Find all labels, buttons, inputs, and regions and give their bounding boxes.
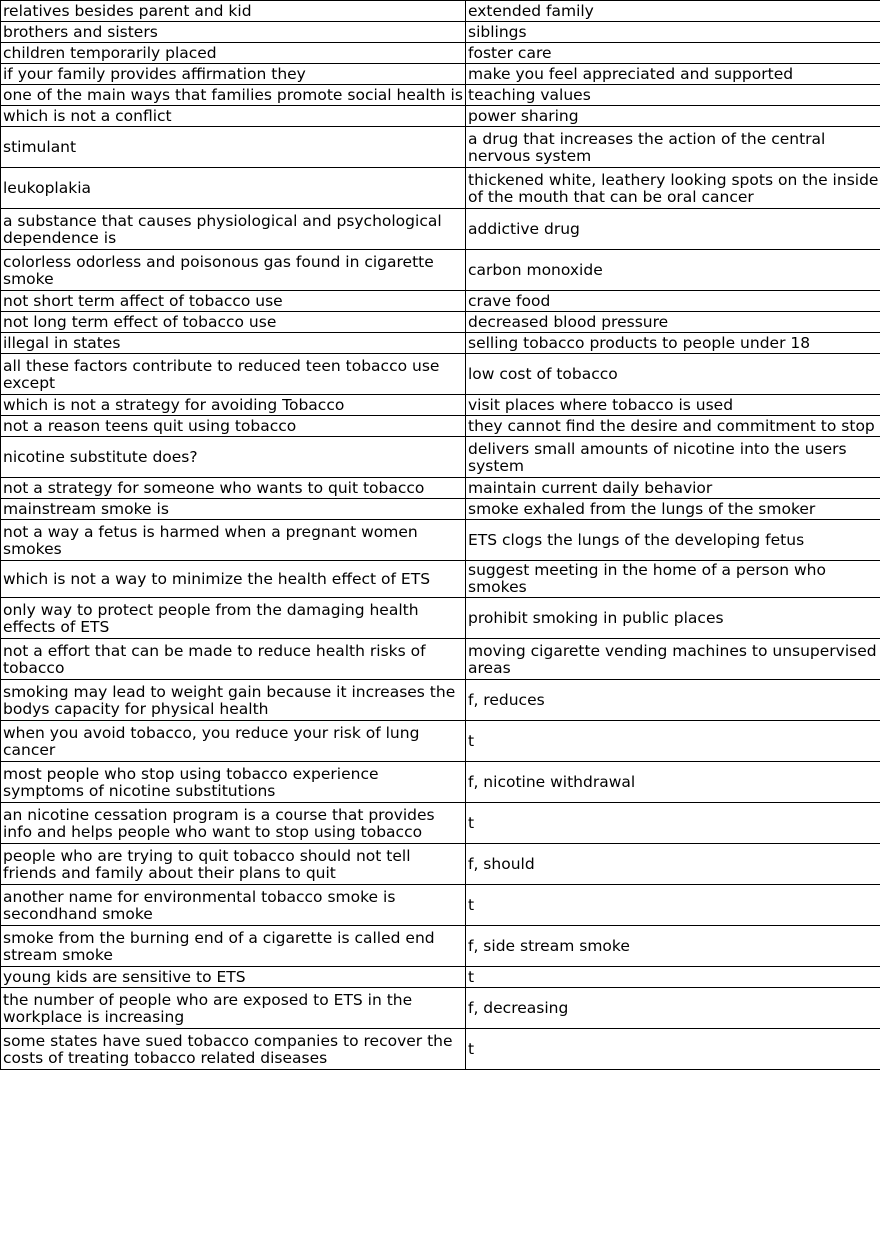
definition-cell: power sharing bbox=[466, 106, 880, 127]
table-row bbox=[1, 639, 880, 680]
table-row bbox=[1, 312, 880, 333]
table-row bbox=[1, 127, 880, 168]
term-cell: a substance that causes physiological and psychological dependence is bbox=[1, 209, 466, 250]
term-cell: leukoplakia bbox=[1, 168, 466, 209]
table-row bbox=[1, 680, 880, 721]
term-cell: not a reason teens quit using tobacco bbox=[1, 416, 466, 437]
term-cell: people who are trying to quit tobacco should not tell friends and family about their plans to quit bbox=[1, 844, 466, 885]
definition-cell: addictive drug bbox=[466, 209, 880, 250]
definition-cell: extended family bbox=[466, 1, 880, 22]
term-cell: not a way a fetus is harmed when a pregnant women smokes bbox=[1, 520, 466, 561]
flashcard-table-body bbox=[1, 1, 880, 1070]
term-cell: brothers and sisters bbox=[1, 22, 466, 43]
term-cell: relatives besides parent and kid bbox=[1, 1, 466, 22]
definition-cell: f, should bbox=[466, 844, 880, 885]
term-cell: an nicotine cessation program is a course that provides info and helps people who want to stop using tobacco bbox=[1, 803, 466, 844]
term-cell: young kids are sensitive to ETS bbox=[1, 967, 466, 988]
term-cell: most people who stop using tobacco experience symptoms of nicotine substitutions bbox=[1, 762, 466, 803]
definition-cell: teaching values bbox=[466, 85, 880, 106]
definition-cell: prohibit smoking in public places bbox=[466, 598, 880, 639]
table-row bbox=[1, 499, 880, 520]
term-cell: smoke from the burning end of a cigarette is called end stream smoke bbox=[1, 926, 466, 967]
definition-cell: f, decreasing bbox=[466, 988, 880, 1029]
term-cell: only way to protect people from the damaging health effects of ETS bbox=[1, 598, 466, 639]
table-row bbox=[1, 520, 880, 561]
term-cell: the number of people who are exposed to ETS in the workplace is increasing bbox=[1, 988, 466, 1029]
table-row bbox=[1, 988, 880, 1029]
definition-cell: low cost of tobacco bbox=[466, 354, 880, 395]
definition-cell: t bbox=[466, 885, 880, 926]
definition-cell: t bbox=[466, 1029, 880, 1070]
table-row bbox=[1, 209, 880, 250]
term-cell: not a effort that can be made to reduce health risks of tobacco bbox=[1, 639, 466, 680]
definition-cell: a drug that increases the action of the central nervous system bbox=[466, 127, 880, 168]
table-row bbox=[1, 22, 880, 43]
term-cell: smoking may lead to weight gain because it increases the bodys capacity for physical health bbox=[1, 680, 466, 721]
definition-cell: crave food bbox=[466, 291, 880, 312]
definition-cell: thickened white, leathery looking spots on the inside of the mouth that can be oral cancer bbox=[466, 168, 880, 209]
definition-cell: maintain current daily behavior bbox=[466, 478, 880, 499]
term-cell: not long term effect of tobacco use bbox=[1, 312, 466, 333]
term-cell: all these factors contribute to reduced teen tobacco use except bbox=[1, 354, 466, 395]
definition-cell: delivers small amounts of nicotine into the users system bbox=[466, 437, 880, 478]
term-cell: nicotine substitute does? bbox=[1, 437, 466, 478]
definition-cell: moving cigarette vending machines to unsupervised areas bbox=[466, 639, 880, 680]
table-row bbox=[1, 250, 880, 291]
table-row bbox=[1, 926, 880, 967]
definition-cell: f, side stream smoke bbox=[466, 926, 880, 967]
term-cell: some states have sued tobacco companies to recover the costs of treating tobacco related diseases bbox=[1, 1029, 466, 1070]
term-cell: not short term affect of tobacco use bbox=[1, 291, 466, 312]
table-row bbox=[1, 43, 880, 64]
table-row bbox=[1, 1, 880, 22]
table-row bbox=[1, 561, 880, 598]
table-row bbox=[1, 721, 880, 762]
definition-cell: visit places where tobacco is used bbox=[466, 395, 880, 416]
table-row bbox=[1, 885, 880, 926]
table-row bbox=[1, 967, 880, 988]
table-row bbox=[1, 844, 880, 885]
definition-cell: they cannot find the desire and commitment to stop bbox=[466, 416, 880, 437]
definition-cell: t bbox=[466, 967, 880, 988]
definition-cell: t bbox=[466, 803, 880, 844]
term-cell: colorless odorless and poisonous gas found in cigarette smoke bbox=[1, 250, 466, 291]
definition-cell: carbon monoxide bbox=[466, 250, 880, 291]
term-cell: not a strategy for someone who wants to quit tobacco bbox=[1, 478, 466, 499]
table-row bbox=[1, 1029, 880, 1070]
definition-cell: f, reduces bbox=[466, 680, 880, 721]
definition-cell: suggest meeting in the home of a person who smokes bbox=[466, 561, 880, 598]
table-row bbox=[1, 291, 880, 312]
table-row bbox=[1, 64, 880, 85]
definition-cell: foster care bbox=[466, 43, 880, 64]
definition-cell: f, nicotine withdrawal bbox=[466, 762, 880, 803]
table-row bbox=[1, 333, 880, 354]
definition-cell: decreased blood pressure bbox=[466, 312, 880, 333]
table-row bbox=[1, 803, 880, 844]
term-cell: children temporarily placed bbox=[1, 43, 466, 64]
term-cell: when you avoid tobacco, you reduce your risk of lung cancer bbox=[1, 721, 466, 762]
term-cell: one of the main ways that families promote social health is bbox=[1, 85, 466, 106]
table-row bbox=[1, 395, 880, 416]
term-cell: illegal in states bbox=[1, 333, 466, 354]
definition-cell: smoke exhaled from the lungs of the smoker bbox=[466, 499, 880, 520]
definition-cell: selling tobacco products to people under 18 bbox=[466, 333, 880, 354]
table-row bbox=[1, 416, 880, 437]
term-cell: stimulant bbox=[1, 127, 466, 168]
term-cell: which is not a strategy for avoiding Tobacco bbox=[1, 395, 466, 416]
table-row bbox=[1, 762, 880, 803]
term-cell: which is not a way to minimize the health effect of ETS bbox=[1, 561, 466, 598]
table-row bbox=[1, 106, 880, 127]
definition-cell: ETS clogs the lungs of the developing fetus bbox=[466, 520, 880, 561]
definition-cell: siblings bbox=[466, 22, 880, 43]
term-cell: mainstream smoke is bbox=[1, 499, 466, 520]
table-row bbox=[1, 354, 880, 395]
table-row bbox=[1, 598, 880, 639]
table-row bbox=[1, 437, 880, 478]
term-cell: which is not a conflict bbox=[1, 106, 466, 127]
definition-cell: make you feel appreciated and supported bbox=[466, 64, 880, 85]
table-row bbox=[1, 168, 880, 209]
definition-cell: t bbox=[466, 721, 880, 762]
term-cell: if your family provides affirmation they bbox=[1, 64, 466, 85]
table-row bbox=[1, 478, 880, 499]
table-row bbox=[1, 85, 880, 106]
term-cell: another name for environmental tobacco smoke is secondhand smoke bbox=[1, 885, 466, 926]
